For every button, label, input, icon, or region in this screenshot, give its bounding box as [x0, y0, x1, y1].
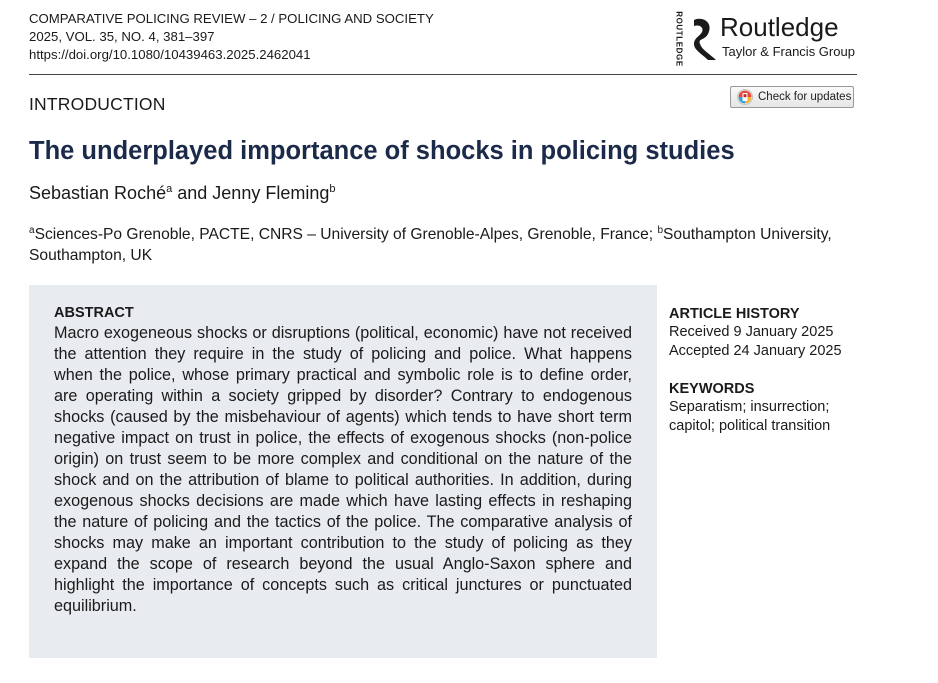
abstract-heading: ABSTRACT: [54, 305, 134, 321]
author-affil-mark[interactable]: a: [166, 183, 173, 195]
journal-series: COMPARATIVE POLICING REVIEW – 2 / POLICING AND SOCIETY: [29, 11, 434, 26]
article-title: The underplayed importance of shocks in policing studies: [29, 137, 735, 165]
affiliations: [29, 224, 869, 266]
author-affil-mark[interactable]: b: [329, 183, 336, 195]
affil-mark: a: [29, 225, 35, 236]
accepted-date: Accepted 24 January 2025: [669, 343, 842, 359]
publisher-subtitle: Taylor & Francis Group: [722, 44, 855, 59]
check-for-updates-button[interactable]: [730, 86, 854, 108]
publisher-vertical-mark: ROUTLEDGE: [674, 11, 684, 67]
affil-text: Sciences-Po Grenoble, PACTE, CNRS – University of Grenoble-Alpes, Grenoble, France;: [34, 226, 654, 243]
routledge-emblem-icon: [688, 14, 718, 64]
publisher-logo[interactable]: [672, 8, 862, 66]
affil-mark: b: [657, 225, 663, 236]
doi-link[interactable]: https://doi.org/10.1080/10439463.2025.2462041: [29, 47, 311, 62]
header-divider: [29, 74, 857, 75]
article-history-heading: ARTICLE HISTORY: [669, 306, 800, 322]
author-name[interactable]: Jenny Fleming: [212, 183, 330, 203]
crossmark-icon: [737, 89, 753, 105]
received-date: Received 9 January 2025: [669, 324, 834, 340]
keywords: [669, 380, 854, 436]
check-for-updates-label: Check for updates: [758, 91, 852, 103]
article-history: [669, 305, 869, 361]
abstract-text: Macro exogeneous shocks or disruptions (political, economic) have not received the attention they require in the study of policing and police. What happens when the police, whose primary practical and symbolic role is to define order, are operating within a society gripped by disorder? Contrary to endogenous shocks (caused by the misbehaviour of agents) which tends to have short term negative impact on trust in police, the effects of exogenous shocks (non-police origin) on trust seem to be more complex and conditional on the nature of the shock and on the attribution of blame to political authorities. In addition, during exogenous shocks decisions are made which have lasting effects in reshaping the nature of policing and the tactics of the police. The comparative analysis of shocks may make an important contribution to the study of policing as they expand the scope of research beyond the usual Anglo-Saxon sphere and highlight the importance of concepts such as critical junctures or punctuated equilibrium.: [54, 324, 632, 615]
author-joiner: and: [177, 183, 208, 203]
publisher-name: Routledge: [720, 12, 839, 42]
author-name[interactable]: Sebastian Roché: [29, 183, 167, 203]
journal-volume: 2025, VOL. 35, NO. 4, 381–397: [29, 29, 215, 44]
journal-meta: [29, 10, 434, 64]
affil-text: Southampton University, Southampton, UK: [29, 226, 832, 264]
keywords-text: Separatism; insurrection; capitol; political transition: [669, 399, 831, 434]
author-list: [29, 183, 335, 204]
section-label: INTRODUCTION: [29, 94, 166, 114]
keywords-heading: KEYWORDS: [669, 381, 755, 397]
